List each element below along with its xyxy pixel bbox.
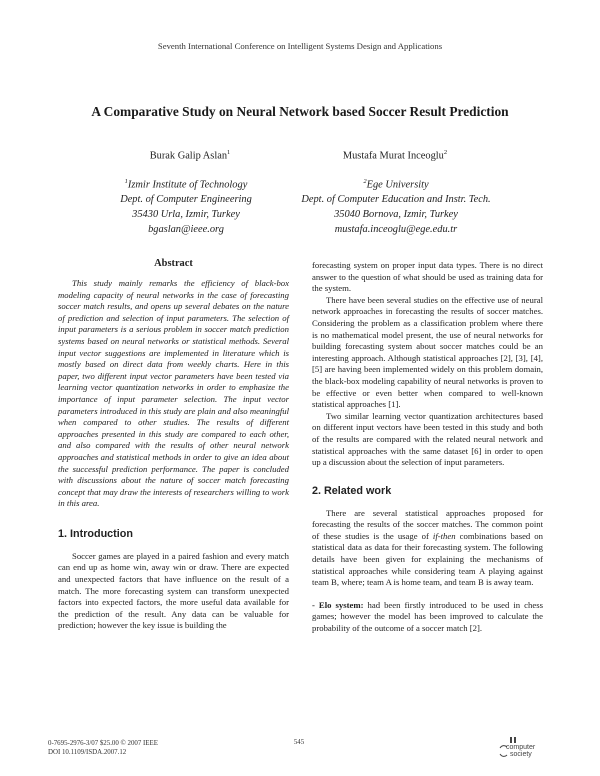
right-column — [312, 260, 543, 635]
related-work-text: There are several statistical approaches proposed for forecasting the results of the soccer matches. The common point of these studies is the usage of if-then combinations based on statistical data as data for their forecasting system. The following details have been given for explaining the mechanisms of statistical approaches while considering team A playing against team B, where; team A is home team, and team B is away team. — [312, 507, 543, 588]
author-1-address: 35430 Urla, Izmir, Turkey — [132, 209, 240, 221]
paper-title: A Comparative Study on Neural Network based Soccer Result Prediction — [91, 104, 509, 119]
computer-society-logo — [496, 734, 556, 764]
author-1-email: bgaslan@ieee.org — [148, 224, 224, 236]
footer-doi: DOI 10.1109/ISDA.2007.12 — [48, 749, 127, 756]
author-1-affiliation — [100, 174, 272, 237]
logo-text-line1: computer — [506, 744, 536, 751]
logo-text-line2: society — [510, 751, 532, 758]
page-number: 545 — [293, 739, 305, 746]
footer-copyright — [48, 739, 158, 757]
conference-header: Seventh International Conference on Intelligent Systems Design and Applications — [157, 41, 443, 51]
author-1-name: Burak Galip Aslan$^1$ — [149, 149, 231, 162]
author-2-name: Mustafa Murat Inceoglu$^2$ — [342, 149, 448, 162]
elo-system-paragraph: - Elo system: had been firstly introduced to be used in chess games; however the model has been improved to calculate the probability of the outcome of a soccer match [2]. — [312, 599, 543, 634]
left-column — [58, 258, 289, 632]
abstract-heading: Abstract — [154, 258, 193, 269]
author-2-email: mustafa.inceoglu@ege.edu.tr — [334, 224, 458, 236]
author-1-institute: $^1$Izmir Institute of Technology — [124, 178, 248, 191]
abstract-text: This study mainly remarks the efficiency of black-box modeling capacity of neural networks in the case of forecasting soccer match results, and opens up several debates on the nature of prediction and selection of input parameters. The selection of input parameters is a serious problem in soccer match prediction systems based on neural networks or statistical methods. Several input vector suggestions are implemented in literature which is mostly based on direct data from weekly charts. Here in this paper, two different input vector parameters have been tested via learning vector quantization networks in order to emphasize the importance of input parameter selection. The input vector parameters introduced in this study are plain and also meaningful when compared to other studies. The results of different approaches presented in this study are compared to each other, and also compared with the results of other neural network approaches and statistical methods in order to give an idea about the successful prediction performance. The paper is concluded with discussions about the nature of soccer match forecasting concept that may draw the interests of researchers willing to work in this area. — [58, 278, 289, 509]
right-paragraph-1: forecasting system on proper input data types. There is no direct answer to the question of what should be used as training data for the system. — [312, 260, 543, 294]
introduction-heading: 1. Introduction — [58, 527, 133, 540]
author-1-dept: Dept. of Computer Engineering — [120, 194, 252, 206]
right-paragraph-2: There have been several studies on the effective use of neural network approaches in forecasting the results of soccer matches. Considering the problem as a classification problem where there is no mathematical model present, the use of neural networks for building forecasting system about soccer matches could be an interesting approach. Although statistical approaches [2], [3], [4], [5] are having been implemented widely on this problem domain, the black-box modeling capability of neural networks is proven to be effective or even better when compared to well-known statistical approaches [1]. — [312, 294, 543, 410]
related-work-heading: 2. Related work — [312, 484, 392, 497]
footer-isbn: 0-7695-2976-3/07 $25.00 © 2007 IEEE — [48, 740, 158, 747]
author-2-institute: $^2$Ege University — [363, 178, 429, 191]
introduction-text: Soccer games are played in a paired fashion and every match can end up as home win, away win or draw. There are expected and unexpected factors that have influence on the result of a match. The more forecasting system can transform unexpected factors into expected factors, the more useful data available for the prediction of the result. Any data can be valuable for prediction; however the key issue is building the — [58, 550, 289, 631]
right-paragraph-3: Two similar learning vector quantization architectures based on different input vectors have been tested in this study and both of the results are compared with the related neural network and statistical approaches with the same dataset [6] in order to open up a discussion about the selection of input parameters. — [312, 410, 543, 468]
author-2-address: 35040 Bornova, Izmir, Turkey — [334, 209, 458, 221]
author-2-dept: Dept. of Computer Education and Instr. Tech. — [301, 194, 491, 206]
author-2-affiliation — [272, 174, 520, 237]
